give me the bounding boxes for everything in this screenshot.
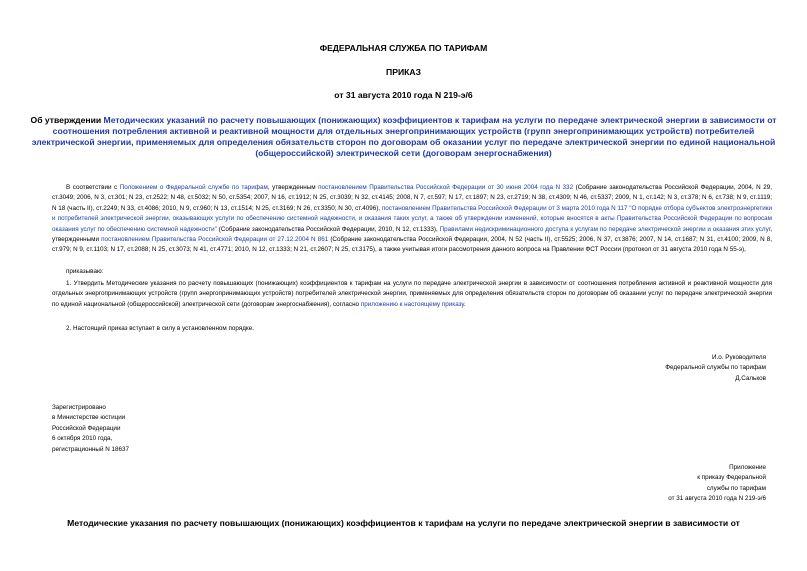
annex-link[interactable]: приложению к настоящему приказу (360, 300, 464, 308)
preamble-text: В соответствии с (66, 184, 120, 191)
title-prefix: Об утверждении (30, 115, 104, 125)
signature-block (665, 353, 766, 384)
preamble-text: (Собрание законодательства Российской Федерации, 2004, N 29, ст.3049; 2006, N 3, ст.301; N 23, ст.2522; N 48, ст.5032; N 50, ст.5354; 2007, N 16, ст.1912; N 25, ст.3039; N 32, ст.4145; 2008, N 7, ст.597; N 17, ст.1897; N 23, ст.2719; N 38, ст.4309; N 46, ст.5337; 2009, N 1, ст.142; N 3, ст.378; N 6, ст.738; N 9, ст.1119; N 18 (часть II), ст.2249; N 33, ст.4086; 2010, N 9, ст.960; N 13, ст.1514; N 25, ст.3169; N 26, ст.3350; N 30, ст.4096), (52, 184, 772, 212)
registration-line: в Министерстве юстиции (52, 414, 126, 422)
item-1-text: 1. Утвердить Методические указания по расчету повышающих (понижающих) коэффициентов к тарифам на услуги по передаче электрической энергии в зависимости от соотношения потребления активной и реактивной мощности для отдельных энергопринимающих устройств (групп энергопринимающих устройств) потребителей электрической энергии, применяемых для определения обязательств сторон по договорам об оказании услуг по передаче электрической энергии по единой национальной (общероссийской) электрической сети (договорам энергоснабжения), согласно (52, 280, 772, 308)
signature-agency: Федеральной службы по тарифам (665, 364, 766, 372)
agency-heading: ФЕДЕРАЛЬНАЯ СЛУЖБА ПО ТАРИФАМ (319, 43, 488, 53)
registration-line: Российской Федерации (52, 424, 121, 432)
preamble-text: , утвержденными (52, 225, 772, 244)
annex-block (668, 463, 766, 505)
title-link[interactable]: Методических указаний по расчету повышающих (понижающих) коэффициентов к тарифам на услуги по передаче электрической энергии в зависимости от соотношения потребления активной и реактивной мощности для отдельных энергопринимающих устройств (групп энергопринимающих устройств) потребителей электрической энергии, применяемых для определения обязательств сторон по договорам об оказании услуг по передаче электрической энергии по единой национальной (общероссийской) электрической сети (договорам энергоснабжения) (31, 115, 777, 158)
order-word: приказываю: (66, 268, 104, 275)
preamble-text: (Собрание законодательства Российской Федерации, 2004, N 52 (часть II), ст.5525; 2006, N 37, ст.3876; 2007, N 14, ст.1687; N 31, ст.4100; 2009, N 8, ст.979; N 9, ст.1103; N 17, ст.2088; N 25, ст.3073; N 41, ст.4771; 2010, N 12, ст.1333; N 21, ст.2607; N 25, ст.3175), а также учитывая итоги рассмотрения данного вопроса на Правлении ФСТ России (протокол от 31 августа 2010 года N 55-э), (52, 236, 773, 254)
preamble-paragraph (52, 183, 772, 256)
access-rules-link[interactable]: Правилами недискриминационного доступа к услугам по передаче электрической энергии и оказания этих услуг (439, 225, 771, 233)
order-item-1 (52, 279, 772, 310)
resolution-332-link[interactable]: постановлением Правительства Российской Федерации от 30 июня 2004 года N 332 (318, 184, 574, 191)
regulation-link[interactable]: Положением о Федеральной службе по тарифам (119, 184, 268, 191)
annex-line: Приложение (729, 464, 766, 471)
signature-name: Д.Сальков (735, 374, 766, 382)
signature-position: И.о. Руководителя (712, 354, 766, 361)
resolution-861-link[interactable]: постановлением Правительства Российской Федерации от 27.12.2004 N 861 (101, 236, 329, 244)
annex-line: службы по тарифам (706, 484, 766, 492)
registration-line: Зарегистрировано (52, 404, 106, 411)
date-number-heading: от 31 августа 2010 года N 219-э/6 (334, 90, 473, 100)
registration-line: регистрационный N 18637 (52, 445, 130, 453)
annex-line: к приказу Федеральной (697, 474, 766, 482)
preamble-text: , утвержденным (267, 184, 319, 191)
resolution-117-link[interactable]: постановлением Правительства Российской Федерации от 3 марта 2010 года N 117 "О порядке отбора субъектов электроэнергетики и потребителей электрической энергии, оказывающих услуги по обеспечению системной надежности, и оказания таких услуг, а также об утверждении изменений, которые вносятся в акты Правительства Российской Федерации по вопросам оказания услуг по обеспечению системной надежности" (52, 204, 773, 233)
registration-block (52, 403, 129, 455)
registration-line: 6 октября 2010 года, (52, 435, 113, 443)
guidelines-title: Методические указания по расчету повышающих (понижающих) коэффициентов к тарифам на услуги по передаче электрической энергии в зависимости от (67, 518, 740, 528)
doc-type-heading: ПРИКАЗ (386, 67, 421, 77)
annex-line: от 31 августа 2010 года N 219-э/6 (668, 495, 766, 503)
order-item-2: 2. Настоящий приказ вступает в силу в установленном порядке. (66, 325, 255, 332)
item-1-end: . (463, 300, 466, 308)
preamble-text: (Собрание законодательства Российской Федерации, 2010, N 12, ст.1333), (216, 225, 440, 233)
document-title (30, 115, 777, 159)
